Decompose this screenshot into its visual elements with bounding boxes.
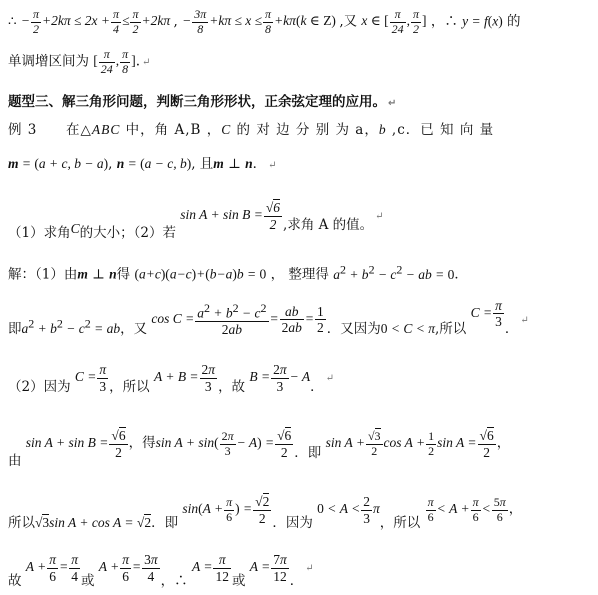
example-3-line-2: m = (a + c, b − a), n = (a − c, b), 且m ⊥ n． ↵: [8, 156, 277, 172]
question-line: （1）求角C的大小；（2）若 sin A + sin B = $\frac{√6}{2}$ ,求角 A 的值。↵: [8, 200, 384, 242]
math-x-range: − $\frac{3\pi}{8}$ +kπ ≤ x ≤ $\frac{\pi}{8}$ +kπ(k ∈ Z): [182, 7, 336, 36]
sqrt3-line: 所以√3sin A + cos A = √2．即 sin(A + $\frac{\pi}{6}$ ) = $\frac{√2}{2}$ ．因为 0 < A < $\frac{2}{3}$ π，所以 $\frac{\pi}{6}$ < A + $\frac{\pi}{6}$ < $\frac{5\pi}{6}$ ，: [8, 494, 523, 532]
math-range: − $\frac{\pi}{2}$ +2kπ ≤ 2x + $\frac{\pi}{4}$ ≤ $\frac{\pi}{2}$ +2kπ: [20, 7, 174, 36]
solution-1-line: 解：（1）由m ⊥ n得 (a+c)(a−c)+(b−a)b = 0 ， 整理得 $a^2 + b^2 - c^2$ − ab = 0．: [8, 262, 468, 283]
part-2-line: （2）因为 C = $\frac{\pi}{3}$ ，所以 A + B = $\frac{2\pi}{3}$ ，故 B = $\frac{2\pi}{3}$ − A．↵: [8, 362, 334, 396]
sin-sum-line: 由 sin A + sin B = $\frac{√6}{2}$ ，得sin A + sin( $\frac{2\pi}{3}$ − A) = $\frac{√6}{2}$ ．即 sin A + $\frac{√3}{2}$ cos A + $\frac{1}{2}$ sin A = $\frac{√6}{2}$ ，: [8, 428, 511, 470]
cos-c-line: 即$a^2 + b^2 - c^2$ = ab，又 cos C = $\frac{a^2 + b^2 - c^2}{2ab}$ = $\frac{ab}{2ab}$ = $\frac{1}{2}$ ．又因为0 < C < π,所以 C = $\frac{\pi}{3}$ ．↵: [8, 297, 529, 338]
section-heading: 题型三、解三角形问题，判断三角形形状，正余弦定理的应用。 ↵: [8, 94, 397, 110]
example-3-line-1: 例 3 在△ABC 中，角 A,B ，C 的 对 边 分 别 为 a，b ,c．已 知 向 量: [8, 122, 495, 138]
line-1: ∴ − $\frac{\pi}{2}$ +2kπ ≤ 2x + $\frac{\pi}{4}$ ≤ $\frac{\pi}{2}$ +2kπ , − $\frac{3\pi}{8}$ +kπ ≤ x ≤ $\frac{\pi}{8}$ +kπ(k ∈ Z) ,又 x ∈ [ $\frac{\pi}{24}$ , $\frac{\pi}{2}$ ] ，∴ y = f(x) 的: [8, 7, 521, 36]
final-line: 故 A + $\frac{\pi}{6}$ = $\frac{\pi}{4}$ 或 A + $\frac{\pi}{6}$ = $\frac{3\pi}{4}$ ，∴ A = $\frac{\pi}{12}$ 或 A = $\frac{7\pi}{12}$ ．↵: [8, 552, 314, 590]
line-2: 单调增区间为 [ $\frac{\pi}{24}$ , $\frac{\pi}{8}$ ]. ↵: [8, 47, 151, 76]
